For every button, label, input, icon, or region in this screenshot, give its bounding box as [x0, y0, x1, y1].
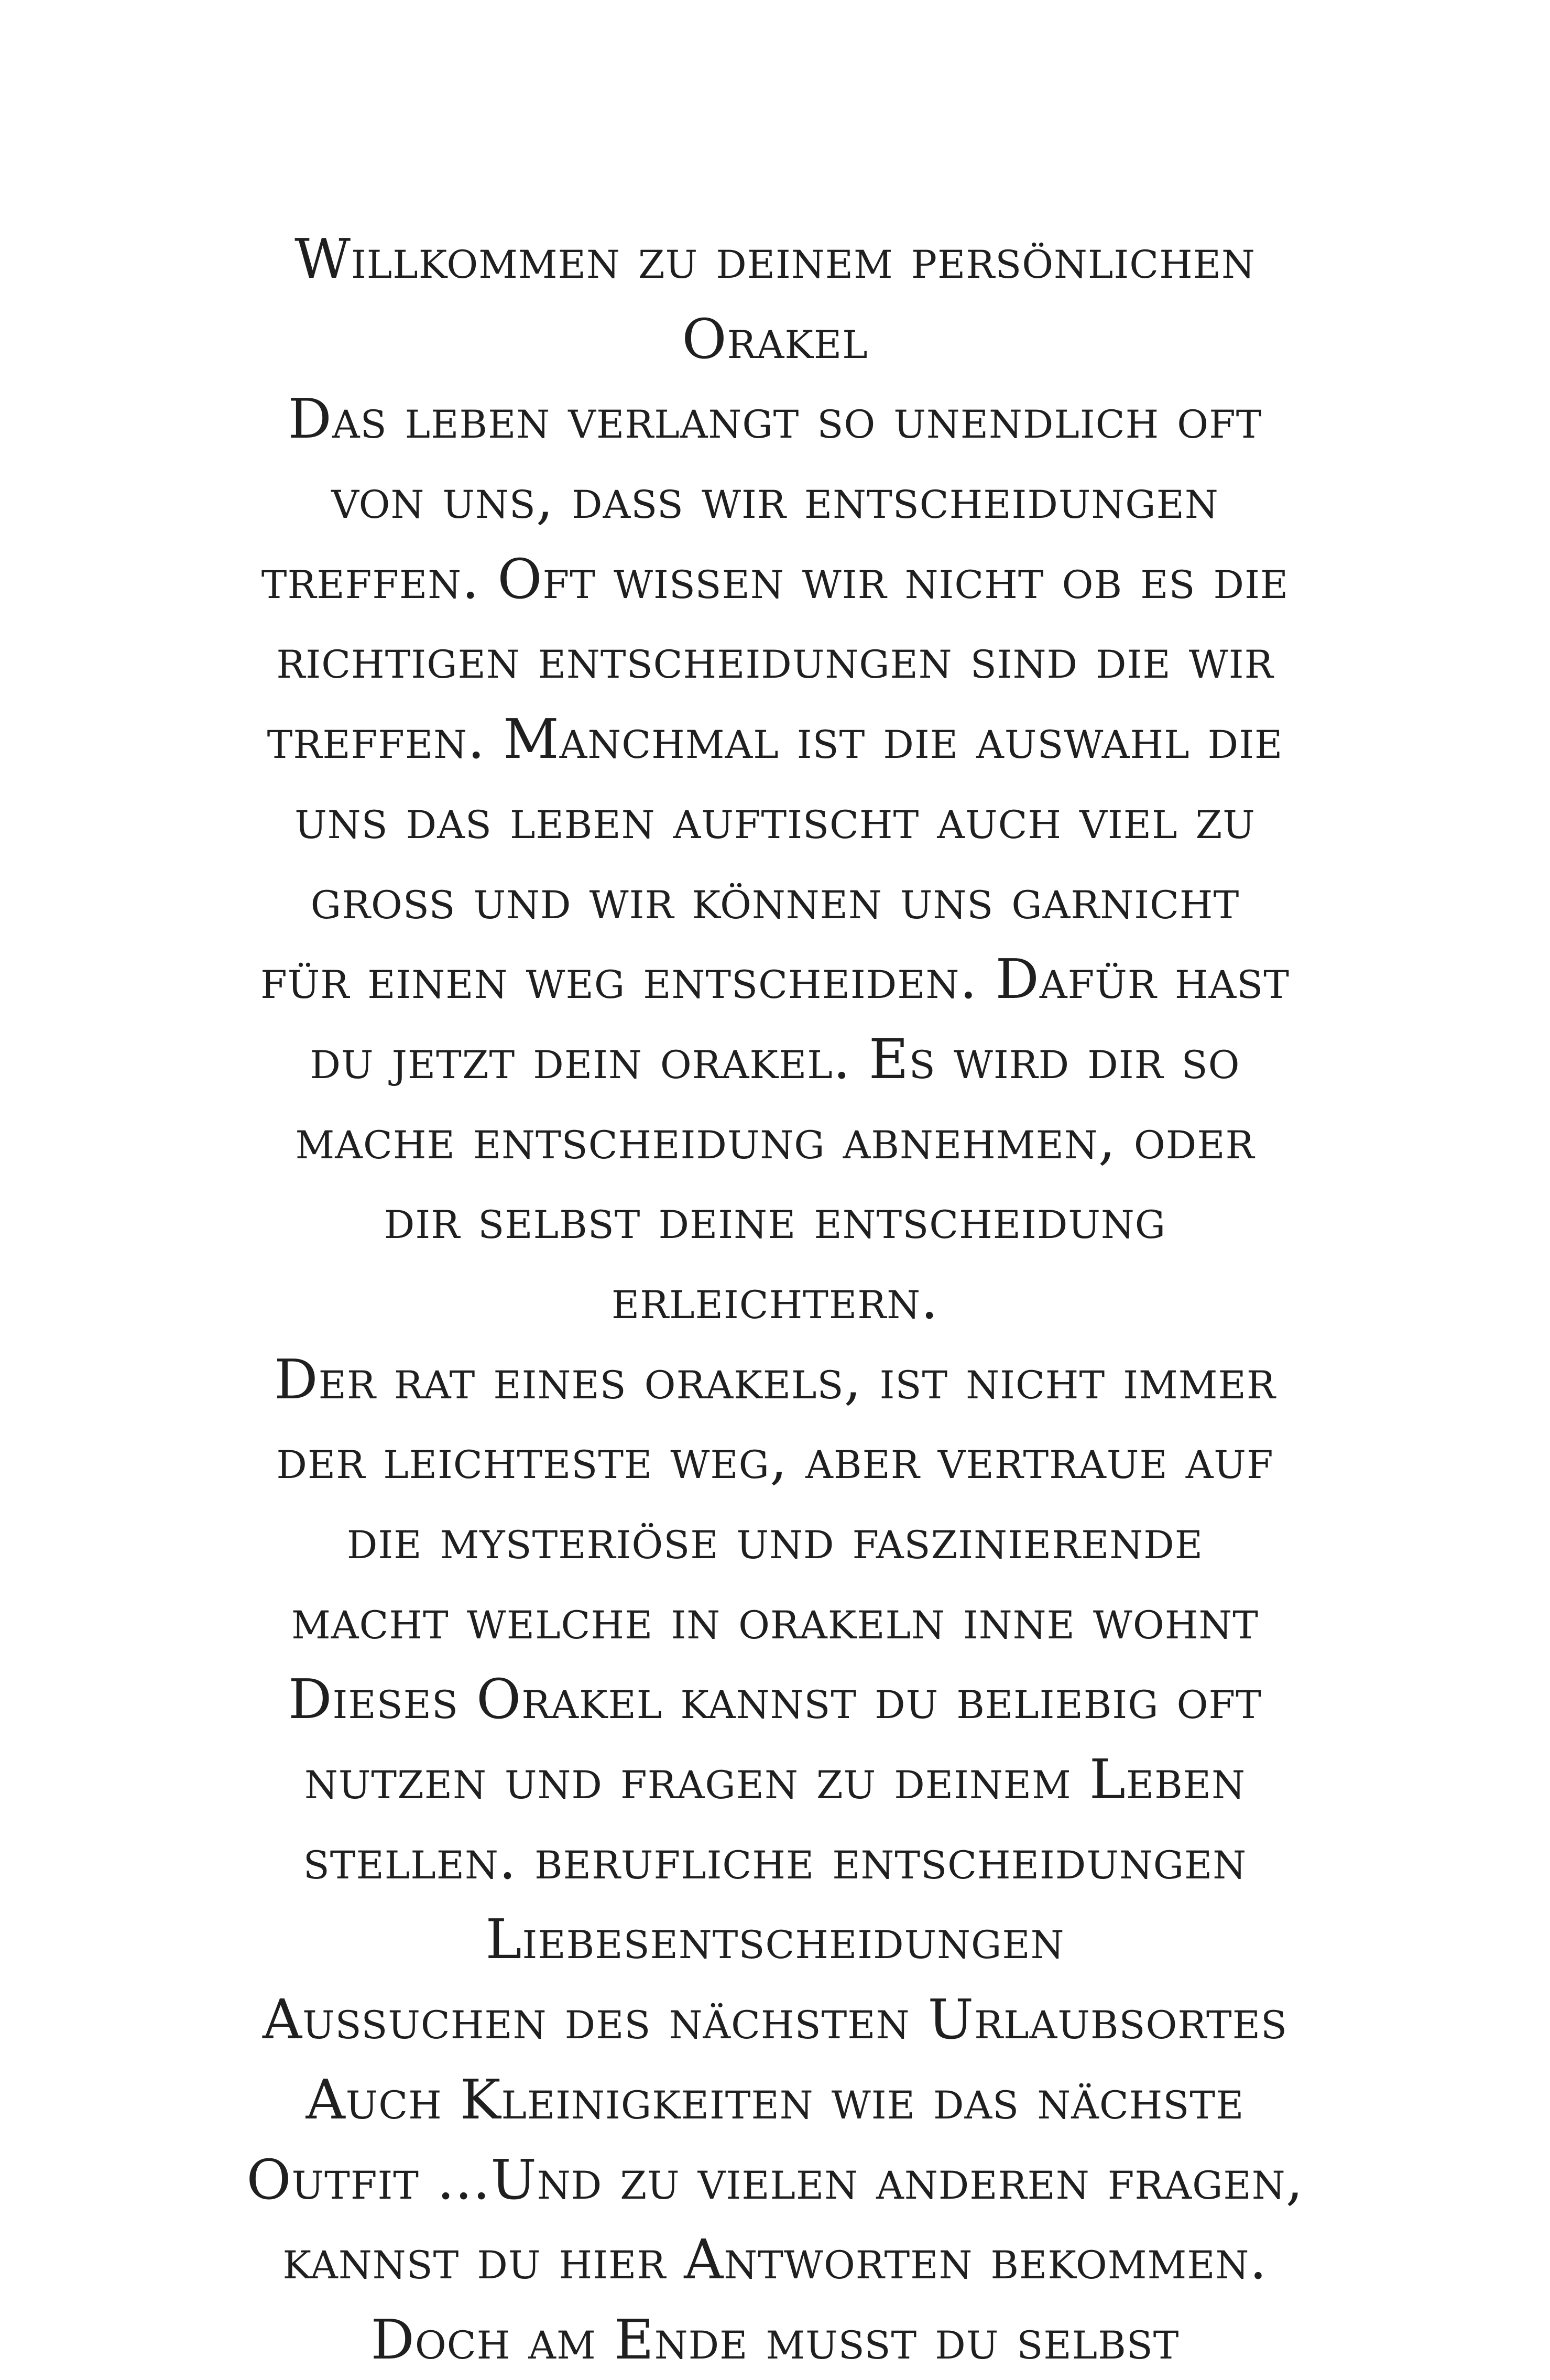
text-line: treffen. Manchmal ist die auswahl die: [267, 707, 1283, 771]
text-line: die mysteriöse und faszinierende: [346, 1507, 1204, 1571]
text-line: dir selbst deine entscheidung: [384, 1187, 1166, 1252]
text-line: Das leben verlangt so unendlich oft: [288, 387, 1262, 451]
body-text: [178, 219, 1372, 2380]
text-line: gross und wir können uns garnicht: [310, 867, 1240, 931]
text-line: Dieses Orakel kannst du beliebig oft: [288, 1667, 1262, 1732]
text-line: von uns, dass wir entscheidungen: [331, 467, 1219, 531]
text-line: kannst du hier Antworten bekommen.: [282, 2227, 1268, 2292]
text-line: nutzen und fragen zu deinem Leben: [304, 1747, 1246, 1812]
text-line: Doch am Ende musst du selbst: [370, 2307, 1180, 2372]
text-line: der leichteste weg, aber vertraue auf: [276, 1427, 1274, 1492]
text-line: Aussuchen des nächsten Urlaubsortes: [262, 1987, 1288, 2052]
page-title-line-1: Willkommen zu deinem persönlichen: [294, 227, 1256, 291]
page-title-line-2: Orakel: [682, 307, 868, 371]
text-line: richtigen entscheidungen sind die wir: [276, 627, 1274, 691]
text-line: Outfit ...Und zu vielen anderen fragen,: [246, 2147, 1304, 2212]
text-line: Auch Kleinigkeiten wie das nächste: [305, 2067, 1245, 2132]
text-line: stellen. berufliche entscheidungen: [303, 1827, 1247, 1892]
text-line: treffen. Oft wissen wir nicht ob es die: [261, 547, 1289, 611]
text-line: du jetzt dein orakel. Es wird dir so: [310, 1027, 1240, 1091]
text-line: mache entscheidung abnehmen, oder: [295, 1107, 1255, 1171]
text-line: erleichtern.: [611, 1267, 939, 1331]
text-line: macht welche in orakeln inne wohnt: [291, 1587, 1259, 1651]
text-line: für einen weg entscheiden. Dafür hast: [260, 947, 1290, 1012]
text-line: Der rat eines orakels, ist nicht immer: [274, 1347, 1276, 1411]
text-line: uns das leben auftischt auch viel zu: [294, 787, 1256, 851]
text-line: Liebesentscheidungen: [485, 1907, 1065, 1972]
